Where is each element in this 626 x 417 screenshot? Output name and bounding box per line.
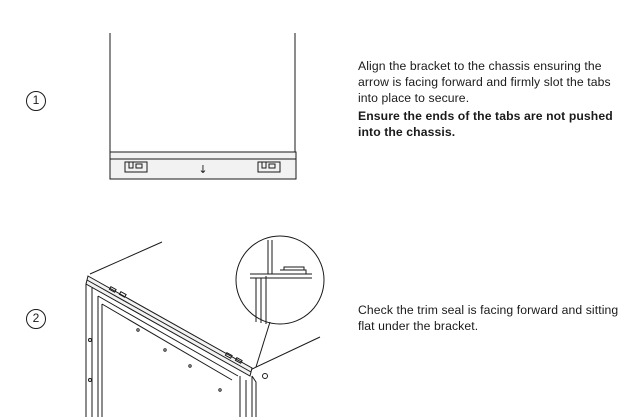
step-2-instruction: Check the trim seal is facing forward and sitting flat under the bracket. <box>358 303 619 333</box>
step-2-text <box>358 302 623 334</box>
arrow-forward-icon: ↓ <box>198 163 208 176</box>
step-1-instruction: Align the bracket to the chassis ensuring the arrow is facing forward and firmly slot the tabs into place to secure. <box>358 59 611 105</box>
step-1-number: 1 <box>26 91 46 111</box>
step-1-note: Ensure the ends of the tabs are not pushed into the chassis. <box>358 109 613 139</box>
trim-seal-detail-diagram-icon <box>80 230 330 417</box>
bracket-front-diagram-icon <box>100 28 310 188</box>
step-2-number: 2 <box>26 309 46 329</box>
step-1-text <box>358 58 623 140</box>
